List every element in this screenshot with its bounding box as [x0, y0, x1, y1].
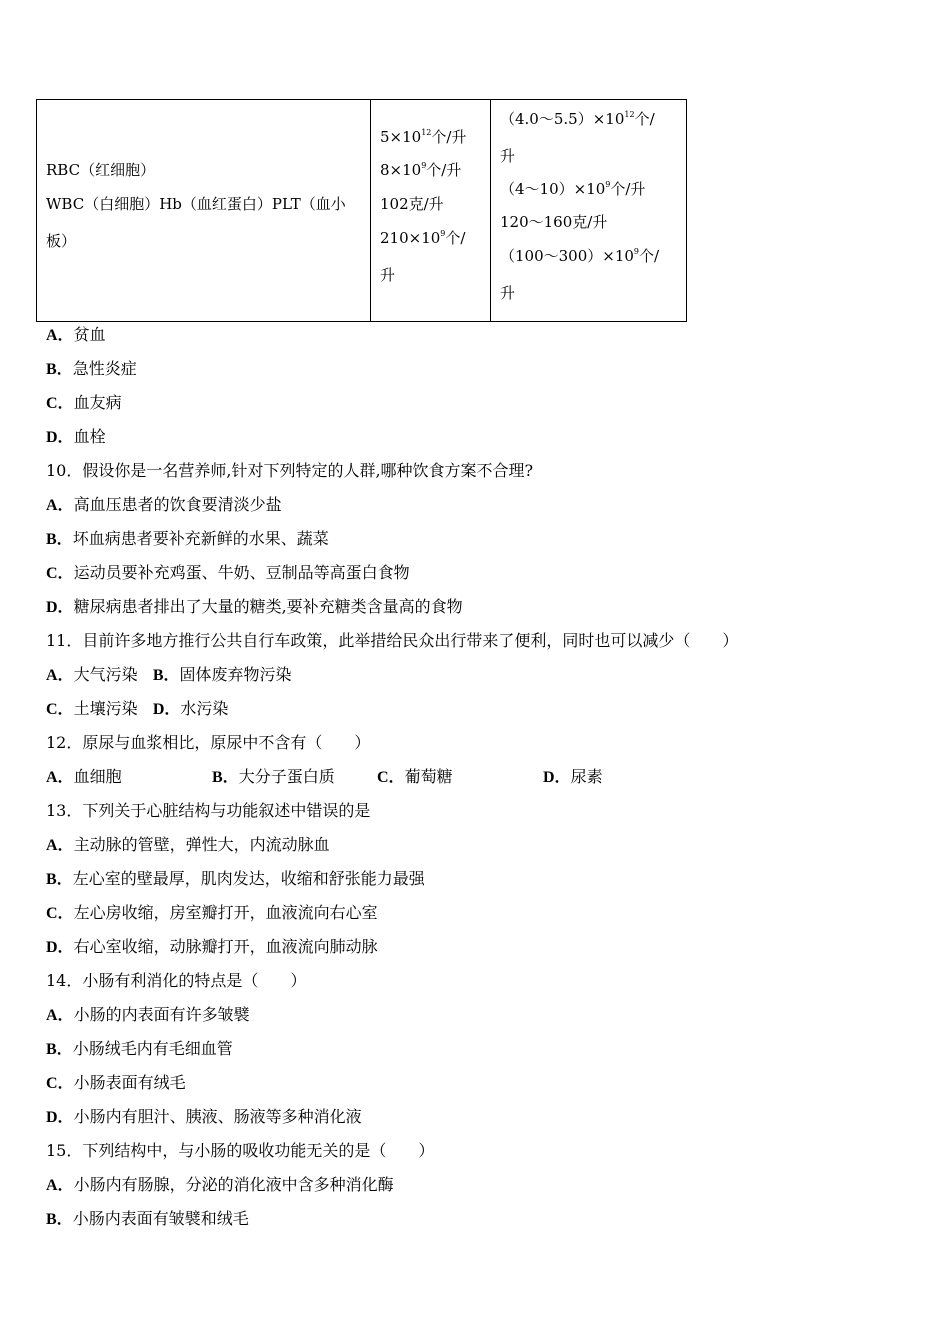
table-col-normal-range — [491, 100, 686, 321]
table-cell: 升 — [380, 266, 396, 284]
q10-option-a: A．高血压患者的饮食要清淡少盐 — [46, 495, 282, 514]
table-cell: 板） — [46, 232, 77, 250]
q9-option-a: A．贫血 — [46, 325, 106, 344]
table-cell: 120～160克/升 — [500, 213, 608, 231]
q14-option-b: B．小肠绒毛内有毛细血管 — [46, 1039, 233, 1058]
q11-options-row2: C．土壤污染 D．水污染 — [46, 699, 229, 718]
q15-option-b: B．小肠内表面有皱襞和绒毛 — [46, 1209, 249, 1228]
table-col-results — [371, 100, 491, 321]
blood-test-table — [36, 99, 687, 322]
q13-option-a: A．主动脉的管壁，弹性大，内流动脉血 — [46, 835, 330, 854]
q12-option-b: B．大分子蛋白质 — [212, 767, 335, 786]
table-cell: $(4.0\sim 5.5)\times 10^{12}$个/ — [500, 110, 655, 128]
q11-stem: 11．目前许多地方推行公共自行车政策，此举措给民众出行带来了便利，同时也可以减少（ ） — [46, 631, 739, 650]
q15-option-a: A．小肠内有肠腺，分泌的消化液中含多种消化酶 — [46, 1175, 394, 1194]
q14-option-d: D．小肠内有胆汁、胰液、肠液等多种消化液 — [46, 1107, 362, 1126]
table-cell: 102克/升 — [380, 195, 444, 213]
q13-option-c: C．左心房收缩，房室瓣打开，血液流向右心室 — [46, 903, 378, 922]
table-cell: 升 — [500, 147, 516, 165]
q10-stem: 10．假设你是一名营养师,针对下列特定的人群,哪种饮食方案不合理? — [46, 461, 534, 480]
q12-option-d: D．尿素 — [543, 767, 603, 786]
table-cell: $(100\sim 300)\times 10^9$个/ — [500, 247, 660, 265]
q12-option-a: A．血细胞 — [46, 767, 122, 786]
q9-option-b: B．急性炎症 — [46, 359, 137, 378]
q10-option-c: C．运动员要补充鸡蛋、牛奶、豆制品等高蛋白食物 — [46, 563, 410, 582]
table-cell: $(4\sim 10)\times 10^9$个/升 — [500, 180, 646, 198]
table-cell: $5\times 10^{12}$个/升 — [380, 128, 467, 146]
q10-option-b: B．坏血病患者要补充新鲜的水果、蔬菜 — [46, 529, 329, 548]
table-cell: $210\times 10^9$个/ — [380, 229, 466, 247]
q11-options-row1: A．大气污染 B．固体废弃物污染 — [46, 665, 292, 684]
table-cell: RBC（红细胞） — [46, 161, 156, 179]
table-col-items — [37, 100, 371, 321]
q14-option-a: A．小肠的内表面有许多皱襞 — [46, 1005, 250, 1024]
q14-option-c: C．小肠表面有绒毛 — [46, 1073, 186, 1092]
table-cell: WBC（白细胞）Hb（血红蛋白）PLT（血小 — [46, 195, 346, 213]
q12-option-c: C．葡萄糖 — [377, 767, 453, 786]
q14-stem: 14．小肠有利消化的特点是（ ） — [46, 971, 307, 990]
table-cell: $8\times 10^9$个/升 — [380, 161, 462, 179]
q13-option-d: D．右心室收缩，动脉瓣打开，血液流向肺动脉 — [46, 937, 378, 956]
q9-option-c: C．血友病 — [46, 393, 122, 412]
table-cell: 升 — [500, 284, 516, 302]
q13-stem: 13．下列关于心脏结构与功能叙述中错误的是 — [46, 801, 371, 820]
q13-option-b: B．左心室的壁最厚，肌肉发达，收缩和舒张能力最强 — [46, 869, 425, 888]
q12-stem: 12．原尿与血浆相比，原尿中不含有（ ） — [46, 733, 371, 752]
q9-option-d: D．血栓 — [46, 427, 106, 446]
q10-option-d: D．糖尿病患者排出了大量的糖类,要补充糖类含量高的食物 — [46, 597, 463, 616]
q15-stem: 15．下列结构中，与小肠的吸收功能无关的是（ ） — [46, 1141, 435, 1160]
